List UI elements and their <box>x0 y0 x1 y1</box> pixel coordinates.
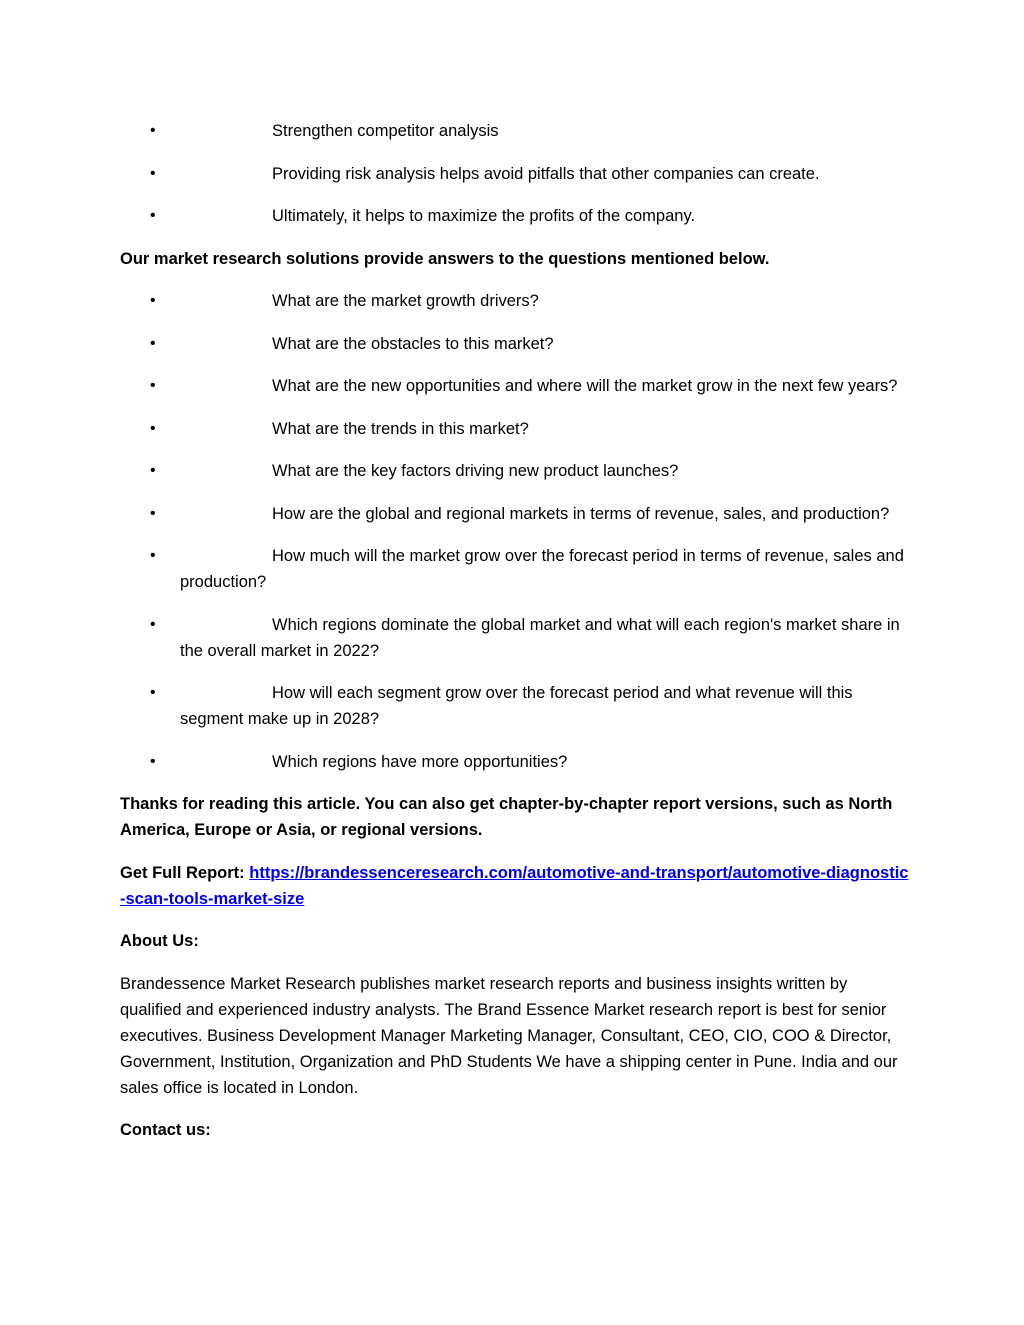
list-item: • How much will the market grow over the forecast period in terms of revenue, sales and production? <box>120 543 910 595</box>
list-item: • Providing risk analysis helps avoid pitfalls that other companies can create. <box>120 161 910 187</box>
list-item: • What are the market growth drivers? <box>120 288 910 314</box>
about-body: Brandessence Market Research publishes market research reports and business insights written by qualified and experienced industry analysts. The Brand Essence Market research report is best for senior executives. Business Development Manager Marketing Manager, Consultant, CEO, CIO, COO & Director, Government, Institution, Organization and PhD Students We have a shipping center in Pune. India and our sales office is located in London. <box>120 974 898 1097</box>
list-item: • How will each segment grow over the forecast period and what revenue will this segment make up in 2028? <box>120 680 910 732</box>
bullet-icon: • <box>150 684 156 701</box>
bullet-icon: • <box>150 504 156 522</box>
list-item: • What are the new opportunities and where will the market grow in the next few years? <box>120 373 910 399</box>
questions-list <box>120 288 910 775</box>
bullet-icon: • <box>150 615 156 633</box>
full-report-line <box>120 860 910 912</box>
bullet-icon: • <box>150 547 156 564</box>
list-item: • Which regions dominate the global market and what will each region's market share in the overall market in 2022? <box>120 612 910 664</box>
bullet-icon: • <box>150 419 156 437</box>
bullet-icon: • <box>150 292 156 309</box>
list-item: • How are the global and regional markets in terms of revenue, sales, and production? <box>120 501 910 527</box>
list-item: • Which regions have more opportunities? <box>120 749 910 775</box>
about-heading: About Us: <box>120 932 199 950</box>
full-report-link[interactable]: https://brandessenceresearch.com/automotive-and-transport/automotive-diagnostic-scan-tools-market-size <box>120 863 909 908</box>
bullet-icon: • <box>150 752 156 770</box>
questions-heading: Our market research solutions provide answers to the questions mentioned below. <box>120 249 770 268</box>
benefits-list <box>120 118 910 229</box>
bullet-icon: • <box>150 377 156 394</box>
list-item: • Ultimately, it helps to maximize the profits of the company. <box>120 203 910 229</box>
document-page <box>120 118 910 1160</box>
bullet-icon: • <box>150 164 156 182</box>
bullet-icon: • <box>150 207 156 224</box>
list-item: • What are the trends in this market? <box>120 416 910 442</box>
bullet-icon: • <box>150 334 156 352</box>
list-item: • Strengthen competitor analysis <box>120 118 910 144</box>
bullet-icon: • <box>150 122 156 139</box>
bullet-icon: • <box>150 462 156 479</box>
full-report-label: Get Full Report: <box>120 863 250 882</box>
thanks-paragraph: Thanks for reading this article. You can also get chapter-by-chapter report versions, such as North America, Europe or Asia, or regional versions. <box>120 795 893 839</box>
contact-heading: Contact us: <box>120 1121 211 1139</box>
list-item: • What are the key factors driving new product launches? <box>120 458 910 484</box>
list-item: • What are the obstacles to this market? <box>120 331 910 357</box>
